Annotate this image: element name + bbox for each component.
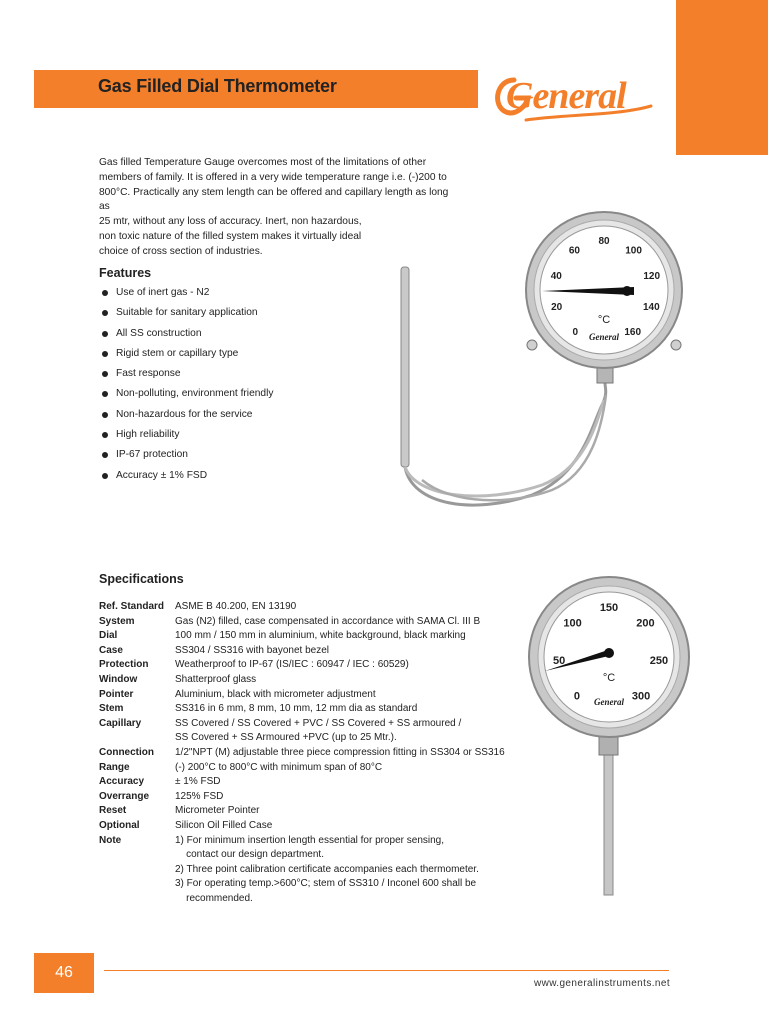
probe-rod bbox=[401, 267, 409, 467]
feature-text: Rigid stem or capillary type bbox=[116, 347, 239, 359]
feature-item bbox=[100, 328, 273, 348]
feature-item bbox=[100, 287, 273, 307]
intro-line: 800°C. Practically any stem length can be offered and capillary length as long bbox=[99, 186, 449, 198]
spec-row bbox=[99, 673, 595, 688]
page-number: 46 bbox=[34, 953, 94, 993]
spec-row bbox=[99, 761, 595, 776]
spec-value-line: SS316 in 6 mm, 8 mm, 10 mm, 12 mm dia as standard bbox=[175, 703, 418, 715]
spec-row bbox=[99, 600, 595, 615]
gauge1-unit: °C bbox=[597, 314, 611, 326]
bullet-icon bbox=[102, 391, 108, 397]
spec-key: Note bbox=[99, 834, 122, 846]
gauge-scale-label: 100 bbox=[563, 617, 582, 630]
gauge-scale-label: 300 bbox=[631, 690, 651, 703]
gauge-scale-label: 50 bbox=[552, 654, 566, 667]
gauge2-unit: °C bbox=[602, 672, 616, 684]
feature-text: Use of inert gas - N2 bbox=[116, 287, 210, 298]
feature-item bbox=[100, 429, 273, 449]
features-list bbox=[100, 287, 273, 490]
spec-value-line: Shatterproof glass bbox=[175, 673, 257, 685]
spec-value-line: Silicon Oil Filled Case bbox=[175, 819, 273, 831]
intro-line: choice of cross section of industries. bbox=[99, 245, 263, 257]
spec-value-line: 3) For operating temp.>600°C; stem of SS310 / Inconel 600 shall be bbox=[175, 878, 477, 890]
spec-value-line: ± 1% FSD bbox=[175, 776, 221, 788]
feature-item bbox=[100, 449, 273, 469]
feature-item bbox=[100, 368, 273, 388]
gauge-scale-label: 250 bbox=[649, 654, 669, 667]
bullet-icon bbox=[102, 310, 108, 316]
gauge-scale-label: 80 bbox=[598, 236, 610, 247]
intro-line: Gas filled Temperature Gauge overcomes most of the limitations of other bbox=[99, 157, 427, 168]
spec-key: System bbox=[99, 615, 135, 627]
features-heading: Features bbox=[99, 266, 152, 280]
feature-text: Fast response bbox=[116, 368, 181, 380]
spec-value-line: 1) For minimum insertion length essential for proper sensing, bbox=[175, 834, 445, 846]
feature-item bbox=[100, 388, 273, 408]
gauge-scale-label: 40 bbox=[550, 271, 562, 282]
spec-value-line: Aluminium, black with micrometer adjustment bbox=[175, 688, 376, 700]
intro-line: members of family. It is offered in a very wide temperature range i.e. (-)200 to bbox=[99, 171, 447, 183]
intro-line: non toxic nature of the filled system makes it virtually ideal bbox=[99, 230, 362, 242]
spec-value-line: SS Covered + SS Armoured +PVC (up to 25 Mtr.). bbox=[175, 732, 397, 744]
spec-row bbox=[99, 688, 595, 703]
footer-divider bbox=[104, 970, 669, 971]
feature-text: Accuracy ± 1% FSD bbox=[116, 469, 208, 481]
capillary-tube bbox=[405, 383, 606, 505]
bullet-icon bbox=[102, 473, 108, 479]
spec-row bbox=[99, 658, 595, 673]
spec-value-line: SS Covered / SS Covered + PVC / SS Covered + SS armoured / bbox=[175, 717, 462, 729]
feature-text: IP-67 protection bbox=[116, 449, 188, 461]
spec-key: Accuracy bbox=[99, 776, 145, 788]
spec-key: Stem bbox=[99, 703, 124, 715]
feature-item bbox=[100, 470, 273, 490]
corner-tab bbox=[676, 0, 768, 155]
spec-row bbox=[99, 804, 595, 819]
spec-key: Dial bbox=[99, 630, 118, 642]
spec-row bbox=[99, 629, 595, 644]
specifications-table bbox=[99, 600, 595, 906]
spec-row bbox=[99, 790, 595, 805]
gauge-scale-label: 100 bbox=[625, 245, 642, 257]
gauge-scale-label: 0 bbox=[573, 690, 580, 703]
gauge-scale-label: 150 bbox=[599, 602, 619, 614]
gauge-scale-label: 60 bbox=[568, 245, 580, 257]
intro-line: as bbox=[99, 201, 110, 213]
logo-text: General bbox=[506, 75, 626, 117]
feature-text: Non-hazardous for the service bbox=[116, 408, 253, 420]
spec-value-line: recommended. bbox=[175, 892, 253, 904]
spec-value-line: Weatherproof to IP-67 (IS/IEC : 60947 / IEC : 60529) bbox=[175, 659, 409, 671]
spec-row bbox=[99, 717, 595, 746]
bullet-icon bbox=[102, 371, 108, 377]
gauge-scale-label: 140 bbox=[642, 302, 660, 314]
spec-row bbox=[99, 775, 595, 790]
spec-value-line: 125% FSD bbox=[175, 790, 224, 802]
gauge-scale-label: 20 bbox=[551, 302, 563, 314]
bullet-icon bbox=[102, 452, 108, 458]
rigid-stem-gauge-image bbox=[525, 575, 700, 900]
specifications-heading: Specifications bbox=[99, 572, 184, 586]
spec-value-line: 100 mm / 150 mm in aluminium, white background, black marking bbox=[175, 630, 466, 642]
spec-value-line: ASME B 40.200, EN 13190 bbox=[175, 601, 297, 612]
feature-text: Suitable for sanitary application bbox=[116, 307, 258, 319]
spec-row bbox=[99, 746, 595, 761]
footer-url: www.generalinstruments.net bbox=[533, 978, 670, 989]
spec-row bbox=[99, 644, 595, 659]
bullet-icon bbox=[102, 290, 108, 296]
bullet-icon bbox=[102, 331, 108, 337]
gauge-scale-label: 160 bbox=[624, 327, 642, 338]
feature-item bbox=[100, 307, 273, 327]
gauge-scale-label: 0 bbox=[572, 327, 579, 338]
feature-item bbox=[100, 348, 273, 368]
gauge-scale-label: 120 bbox=[643, 271, 661, 282]
gauge2-brand: General bbox=[594, 697, 624, 707]
spec-key: Capillary bbox=[99, 717, 142, 729]
spec-value-line: 1/2"NPT (M) adjustable three piece compression fitting in SS304 or SS316 bbox=[175, 746, 505, 758]
spec-key: Pointer bbox=[99, 688, 134, 700]
spec-value-line: Gas (N2) filled, case compensated in accordance with SAMA Cl. III B bbox=[175, 615, 481, 627]
spec-row bbox=[99, 702, 595, 717]
bullet-icon bbox=[102, 351, 108, 357]
feature-text: All SS construction bbox=[116, 327, 202, 339]
spec-value-line: Micrometer Pointer bbox=[175, 805, 260, 817]
spec-key: Overrange bbox=[99, 790, 150, 802]
spec-key: Optional bbox=[99, 819, 140, 831]
bullet-icon bbox=[102, 432, 108, 438]
spec-key: Case bbox=[99, 644, 123, 656]
spec-value-line: 2) Three point calibration certificate accompanies each thermometer. bbox=[175, 863, 479, 875]
spec-value-line: (-) 200°C to 800°C with minimum span of 80°C bbox=[175, 761, 383, 773]
spec-row bbox=[99, 819, 595, 834]
feature-text: Non-polluting, environment friendly bbox=[116, 388, 274, 400]
spec-row bbox=[99, 834, 595, 907]
spec-key: Range bbox=[99, 761, 130, 773]
capillary-gauge-image bbox=[392, 205, 707, 520]
title-bar bbox=[34, 70, 478, 108]
feature-item bbox=[100, 409, 273, 429]
spec-value-line: contact our design department. bbox=[175, 849, 324, 861]
intro-line: 25 mtr, without any loss of accuracy. Inert, non hazardous, bbox=[99, 216, 362, 228]
gauge-scale-label: 200 bbox=[636, 617, 655, 630]
spec-row bbox=[99, 615, 595, 630]
spec-value-line: SS304 / SS316 with bayonet bezel bbox=[175, 644, 329, 656]
general-logo bbox=[486, 62, 656, 130]
spec-key: Connection bbox=[99, 746, 154, 758]
bullet-icon bbox=[102, 412, 108, 418]
feature-text: High reliability bbox=[116, 429, 180, 441]
spec-key: Reset bbox=[99, 805, 127, 817]
page-title: Gas Filled Dial Thermometer bbox=[98, 76, 337, 96]
spec-key: Ref. Standard bbox=[99, 601, 165, 612]
gauge1-brand: General bbox=[589, 332, 619, 342]
spec-key: Protection bbox=[99, 659, 149, 671]
spec-key: Window bbox=[99, 673, 138, 685]
